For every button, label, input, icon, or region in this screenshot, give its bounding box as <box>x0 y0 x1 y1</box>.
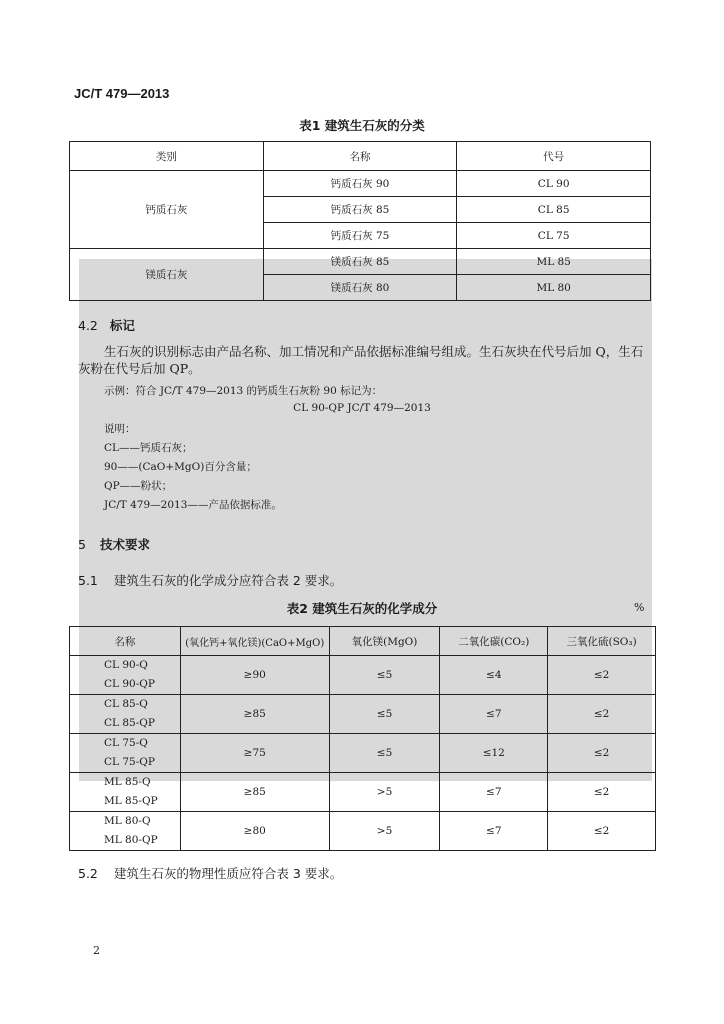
table1-cell: CL 90 <box>457 171 651 197</box>
table-row <box>70 734 656 773</box>
section-5-1 <box>78 571 342 589</box>
section-5-heading <box>78 535 150 553</box>
mgo-cell: >5 <box>329 812 440 851</box>
paragraph-line: 灰粉在代号后加 QP。 <box>78 361 201 376</box>
co2-cell: ≤12 <box>440 734 548 773</box>
grade-lump: ML 85-Q <box>104 776 151 788</box>
table1-cell: CL 75 <box>457 223 651 249</box>
table2-unit: % <box>634 601 645 614</box>
table2-caption: 表2 建筑生石灰的化学成分 <box>286 601 438 616</box>
product-name-cell <box>70 812 181 851</box>
grade-lump: ML 80-Q <box>104 815 151 827</box>
cao-mgo-cell: ≥75 <box>180 734 329 773</box>
so3-cell: ≤2 <box>548 695 656 734</box>
section-title: 标记 <box>109 318 135 333</box>
note-label: 说明： <box>104 423 136 435</box>
table1-cell: 钙质石灰 85 <box>263 197 457 223</box>
table2-header-row <box>70 627 656 656</box>
paragraph-line: 生石灰的识别标志由产品名称、加工情况和产品依据标准编号组成。生石灰块在代号后加 Q，生石 <box>104 344 644 359</box>
note-item: QP——粉状； <box>104 480 173 492</box>
so3-cell: ≤2 <box>548 656 656 695</box>
product-name-cell <box>70 734 181 773</box>
product-name-cell <box>70 773 181 812</box>
table-row <box>70 656 656 695</box>
section-text: 建筑生石灰的物理性质应符合表 3 要求。 <box>113 866 343 881</box>
product-name-cell <box>70 656 181 695</box>
grade-lump: CL 90-Q <box>104 659 148 671</box>
co2-cell: ≤7 <box>440 695 548 734</box>
mgo-cell: ≤5 <box>329 695 440 734</box>
cao-mgo-cell: ≥85 <box>180 695 329 734</box>
cao-mgo-cell: ≥80 <box>180 812 329 851</box>
mgo-cell: >5 <box>329 773 440 812</box>
grade-powder: CL 90-QP <box>104 678 155 690</box>
table-row <box>70 812 656 851</box>
table2-header-cell: 三氧化硫(SO₃) <box>548 627 656 656</box>
table-row <box>70 695 656 734</box>
grade-powder: CL 75-QP <box>104 756 155 768</box>
so3-cell: ≤2 <box>548 773 656 812</box>
table1-cell: ML 85 <box>457 249 651 275</box>
table2-header-cell: 氧化镁(MgO) <box>329 627 440 656</box>
note-item: CL——钙质石灰； <box>104 442 193 454</box>
mgo-cell: ≤5 <box>329 656 440 695</box>
grade-powder: ML 80-QP <box>104 834 158 846</box>
table1-cell: 镁质石灰 85 <box>263 249 457 275</box>
co2-cell: ≤7 <box>440 773 548 812</box>
table1-header-row <box>70 142 651 171</box>
co2-cell: ≤7 <box>440 812 548 851</box>
so3-cell: ≤2 <box>548 812 656 851</box>
table1-header-cell: 类别 <box>70 142 264 171</box>
section-number: 4.2 <box>78 318 98 333</box>
grade-lump: CL 85-Q <box>104 698 148 710</box>
section-number: 5.2 <box>78 866 98 881</box>
co2-cell: ≤4 <box>440 656 548 695</box>
table2-header-cell: 二氧化碳(CO₂) <box>440 627 548 656</box>
table1-group-cell: 钙质石灰 <box>70 171 264 249</box>
table1-cell: ML 80 <box>457 275 651 301</box>
table1-header-cell: 名称 <box>263 142 457 171</box>
standard-header: JC/T 479—2013 <box>74 86 170 101</box>
note-item: 90——(CaO+MgO)百分含量； <box>104 461 257 473</box>
section-text: 建筑生石灰的化学成分应符合表 2 要求。 <box>113 573 343 588</box>
grade-powder: CL 85-QP <box>104 717 155 729</box>
page-number: 2 <box>93 944 100 957</box>
product-name-cell <box>70 695 181 734</box>
table1-header-cell: 代号 <box>457 142 651 171</box>
cao-mgo-cell: ≥85 <box>180 773 329 812</box>
table-row <box>70 773 656 812</box>
table2-header-cell: 名称 <box>70 627 181 656</box>
example-text: 示例：符合 JC/T 479—2013 的钙质生石灰粉 90 标记为： <box>104 385 383 397</box>
table-row <box>70 171 651 197</box>
section-5-2 <box>78 864 342 882</box>
section-title: 技术要求 <box>99 537 150 552</box>
section-4-2-heading <box>78 316 135 334</box>
note-item: JC/T 479—2013——产品依据标准。 <box>104 499 282 511</box>
table1-group-cell: 镁质石灰 <box>70 249 264 301</box>
table-row <box>70 249 651 275</box>
grade-lump: CL 75-Q <box>104 737 148 749</box>
table1-cell: CL 85 <box>457 197 651 223</box>
table1-cell: 镁质石灰 80 <box>263 275 457 301</box>
table2 <box>69 626 656 851</box>
table1-caption: 表1 建筑生石灰的分类 <box>299 118 425 133</box>
section-number: 5.1 <box>78 573 98 588</box>
section-number: 5 <box>78 537 86 552</box>
table1-cell: 钙质石灰 90 <box>263 171 457 197</box>
marking-example: CL 90-QP JC/T 479—2013 <box>293 402 431 414</box>
table2-header-cell: (氧化钙+氧化镁)(CaO+MgO) <box>180 627 329 656</box>
grade-powder: ML 85-QP <box>104 795 158 807</box>
table1 <box>69 141 651 301</box>
so3-cell: ≤2 <box>548 734 656 773</box>
mgo-cell: ≤5 <box>329 734 440 773</box>
cao-mgo-cell: ≥90 <box>180 656 329 695</box>
table1-cell: 钙质石灰 75 <box>263 223 457 249</box>
